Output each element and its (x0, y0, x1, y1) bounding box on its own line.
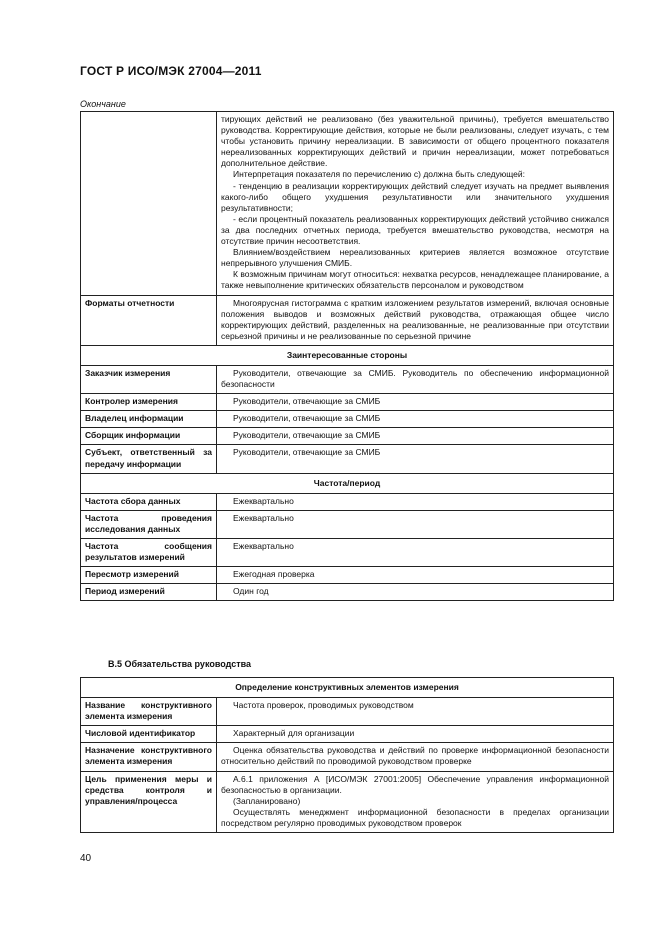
row-label: Числовой идентификатор (81, 726, 217, 743)
paragraph: Многоярусная гистограмма с кратким изложением результатов измерений, включая основные положения выводов и возможных действий руководства, отражающая общее число корректирующих действий, разделенных на реализованные, не реализованные при отсутствии серьезной причины и не реализованные по серьезной причине (221, 297, 609, 341)
row-label: Субъект, ответственный за передачу информации (81, 445, 217, 473)
paragraph: Характерный для организации (233, 728, 355, 739)
formats-value (217, 295, 614, 345)
stakeholders-title: Заинтересованные стороны (81, 345, 614, 365)
table-row (81, 112, 614, 296)
table-row (81, 411, 614, 428)
construct-definition-table (80, 677, 614, 833)
paragraph: - тенденцию в реализации корректирующих действий следует изучать на предмет выявления какого-либо общего ухудшения результативности или значительного ухудшения результативности; (221, 180, 609, 213)
row-value (217, 771, 614, 832)
paragraph: Ежеквартально (233, 512, 294, 523)
row-value (217, 539, 614, 567)
row-label: Сборщик информации (81, 428, 217, 445)
paragraph: Осуществлять менеджмент информационной безопасности в пределах организации посредством регулярно проводимых руководством проверок (221, 806, 609, 828)
row-value (217, 584, 614, 601)
row-label: Контролер измерения (81, 394, 217, 411)
table-row (81, 295, 614, 345)
paragraph: - если процентный показатель реализованных корректирующих действий устойчиво снижался за два последних отчетных периода, требуется вмешательство руководства, несмотря на отсутствие причин несоответствия. (221, 213, 609, 247)
continuation-label: Окончание (80, 99, 126, 109)
row-value (217, 567, 614, 584)
row-value (217, 411, 614, 428)
table-row (81, 445, 614, 473)
table-row (81, 365, 614, 393)
document-header: ГОСТ Р ИСО/МЭК 27004—2011 (80, 64, 262, 78)
section-row (81, 345, 614, 365)
section-row (81, 678, 614, 698)
row-value (217, 428, 614, 445)
row-value (217, 743, 614, 771)
table-row (81, 698, 614, 726)
row-label: Название конструктивного элемента измерения (81, 698, 217, 726)
frequency-title: Частота/период (81, 473, 614, 493)
section-row (81, 473, 614, 493)
row-label: Частота проведения исследования данных (81, 510, 217, 538)
row-label: Период измерений (81, 584, 217, 601)
table-row (81, 743, 614, 771)
measurement-table-continued (80, 111, 614, 601)
construct-table-title: Определение конструктивных элементов измерения (81, 678, 614, 698)
section-heading: В.5 Обязательства руководства (108, 659, 252, 669)
paragraph: Руководители, отвечающие за СМИБ (233, 413, 381, 424)
row-label: Владелец информации (81, 411, 217, 428)
table-row (81, 771, 614, 832)
paragraph: К возможным причинам могут относиться: нехватка ресурсов, ненадлежащее планирование, а также невыполнение критических обязательств персоналом и руководством (221, 269, 609, 291)
row-value (217, 365, 614, 393)
paragraph: Руководители, отвечающие за СМИБ. Руководитель по обеспечению информационной безопасности (221, 367, 609, 390)
table-row (81, 510, 614, 538)
paragraph: Оценка обязательства руководства и действий по проверке информационной безопасности относительно действий по проводимой руководством проверке (221, 745, 609, 767)
paragraph: Ежеквартально (233, 541, 294, 551)
table-row (81, 394, 614, 411)
table-row (81, 539, 614, 567)
paragraph: Руководители, отвечающие за СМИБ (233, 430, 381, 441)
interpretation-cell (217, 112, 614, 296)
row-value (217, 726, 614, 743)
paragraph: (Запланировано) (233, 795, 301, 806)
paragraph: Интерпретация показателя по перечислению с) должна быть следующей: (233, 169, 525, 180)
paragraph: Ежеквартально (233, 495, 294, 506)
table-row (81, 493, 614, 510)
paragraph: Частота проверок, проводимых руководством (233, 700, 414, 711)
row-label: Частота сообщения результатов измерений (81, 539, 217, 567)
table-row (81, 584, 614, 601)
row-label: Назначение конструктивного элемента измерения (81, 743, 217, 771)
table-row (81, 726, 614, 743)
row-label: Цель применения меры и средства контроля и управления/процесса (81, 771, 217, 832)
row-label: Частота сбора данных (81, 493, 217, 510)
empty-label-cell (81, 112, 217, 296)
paragraph: Влиянием/воздействием нереализованных критериев является возможное отсутствие непрерывного улучшения СМИБ. (221, 247, 609, 269)
paragraph: Руководители, отвечающие за СМИБ (233, 447, 381, 458)
paragraph: Руководители, отвечающие за СМИБ (233, 396, 381, 407)
page-number: 40 (80, 853, 92, 864)
paragraph: Ежегодная проверка (233, 569, 315, 580)
row-label: Пересмотр измерений (81, 567, 217, 584)
row-value (217, 445, 614, 473)
row-label: Заказчик измерения (81, 365, 217, 393)
row-value (217, 698, 614, 726)
table-row (81, 567, 614, 584)
formats-label: Форматы отчетности (81, 295, 217, 345)
table-row (81, 428, 614, 445)
row-value (217, 493, 614, 510)
row-value (217, 394, 614, 411)
paragraph: А.6.1 приложения А [ИСО/МЭК 27001:2005] Обеспечение управления информационной безопасностью в организации. (221, 773, 609, 795)
paragraph: тирующих действий не реализовано (без уважительной причины), требуется вмешательство руководства. Корректирующие действия, которые не были реализованы, следует изучать, с тем чтобы установить причину нереализации. В зависимости от общего процентного показателя нереализованных корректирующих действий и причин нереализации, может потребоваться дополнительное действие. (221, 114, 609, 169)
row-value (217, 510, 614, 538)
paragraph: Один год (233, 586, 269, 597)
